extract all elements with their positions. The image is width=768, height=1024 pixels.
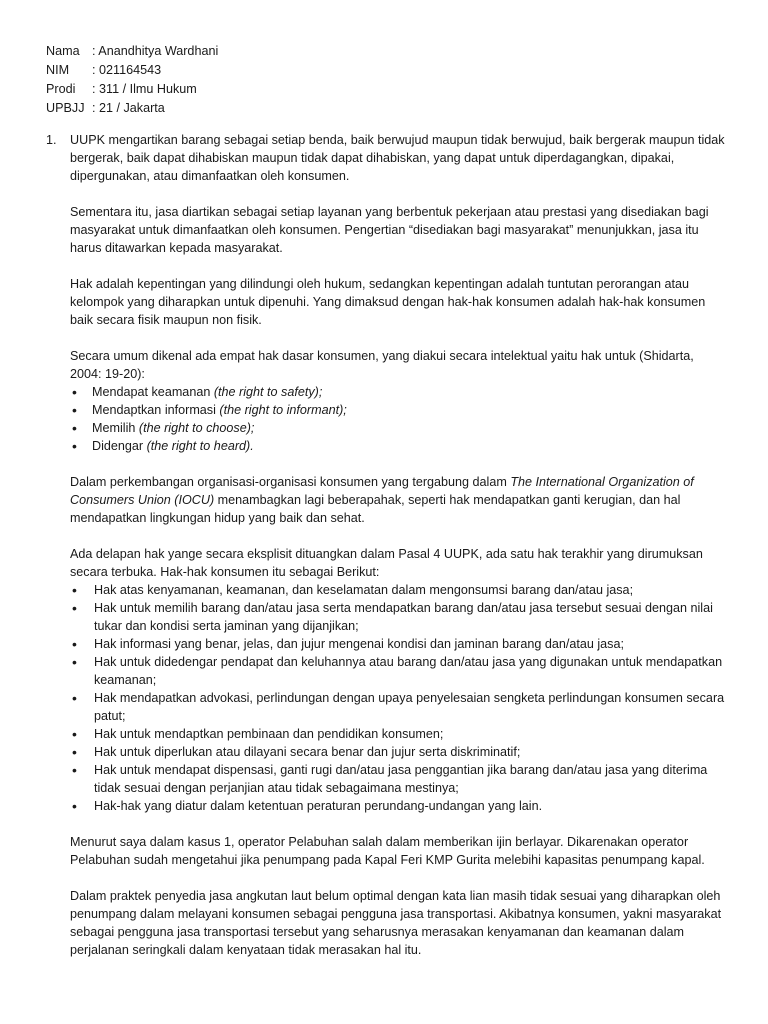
paragraph-text: Menurut saya dalam kasus 1, operator Pelabuhan salah dalam memberikan ijin berlayar. Dikarenakan operator Pelabuhan sudah mengetahui jika penumpang pada Kapal Feri KMP Gurita melebihi kapasitas penumpang kapal. bbox=[70, 835, 705, 867]
info-value: : 311 / Ilmu Hukum bbox=[92, 82, 197, 96]
info-value: : 021164543 bbox=[92, 63, 162, 77]
paragraph-hak bbox=[70, 275, 726, 329]
list-item: • Mendapat keamanan (the right to safety); bbox=[70, 383, 726, 401]
info-label: UPBJJ bbox=[46, 101, 85, 115]
list-item: • Hak untuk didedengar pendapat dan keluhannya atau barang dan/atau jasa yang digunakan untuk mendapatkan keamanan; bbox=[70, 653, 726, 689]
paragraph-text: Dalam perkembangan organisasi-organisasi konsumen yang tergabung dalam The International Organization of Consumers Union (IOCU) menambagkan lagi beberapahak, seperti hak mendapatkan ganti kerugian, dan hal mendapatkan lingkungan hidup yang baik dan sehat. bbox=[70, 475, 694, 525]
list-item: • Hak untuk mendaptkan pembinaan dan pendidikan konsumen; bbox=[70, 725, 726, 743]
paragraph-jasa bbox=[70, 203, 726, 257]
list-item: • Mendaptkan informasi (the right to informant); bbox=[70, 401, 726, 419]
info-label: Nama bbox=[46, 44, 80, 58]
list-item: • Hak atas kenyamanan, keamanan, dan keselamatan dalam mengonsumsi barang dan/atau jasa; bbox=[70, 581, 726, 599]
paragraph-text: Hak adalah kepentingan yang dilindungi oleh hukum, sedangkan kepentingan adalah tuntutan perorangan atau kelompok yang diharapkan untuk dipenuhi. Yang dimaksud dengan hak-hak konsumen adalah hak-hak konsumen baik secara fisik maupun non fisik. bbox=[70, 277, 706, 327]
paragraph-iocu bbox=[70, 473, 726, 527]
paragraph-opinion bbox=[70, 833, 726, 869]
info-row-nim bbox=[46, 61, 218, 80]
paragraph-practice bbox=[70, 887, 726, 959]
paragraph-text: Dalam praktek penyedia jasa angkutan laut belum optimal dengan kata lian masih tidak sesuai yang diharapkan oleh penumpang dalam melayani konsumen sebagai pengguna jasa transportasi. Akibatnya konsumen, yakni masyarakat sebagai pengguna jasa transportasi tersebut yang seharusnya merasakan kenyamanan dan keamanan dalam perjalanan seringkali dalam kenyataan tidak merasakan hal itu. bbox=[70, 889, 722, 957]
info-row-prodi bbox=[46, 80, 218, 99]
info-label: Prodi bbox=[46, 82, 76, 96]
paragraph-text: Sementara itu, jasa diartikan sebagai setiap layanan yang berbentuk pekerjaan atau prestasi yang disediakan bagi masyarakat untuk dimanfaatkan oleh konsumen. Pengertian “disediakan bagi masyarakat” menunjukkan, jasa itu harus ditawarkan kepada masyarakat. bbox=[70, 205, 709, 255]
list-item: • Hak untuk memilih barang dan/atau jasa serta mendapatkan barang dan/atau jasa tersebut sesuai dengan nilai tukar dan kondisi serta jaminan yang dijanjikan; bbox=[70, 599, 726, 635]
answer-section bbox=[46, 131, 726, 977]
basic-rights-list bbox=[70, 383, 726, 455]
paragraph-empat-hak bbox=[70, 347, 726, 383]
info-value: : 21 / Jakarta bbox=[92, 101, 165, 115]
org-name: The International Organization of Consumers Union (IOCU) bbox=[70, 475, 694, 507]
list-item: • Memilih (the right to choose); bbox=[70, 419, 726, 437]
info-row-nama bbox=[46, 42, 218, 61]
list-item: • Hak informasi yang benar, jelas, dan jujur mengenai kondisi dan jaminan barang dan/atau jasa; bbox=[70, 635, 726, 653]
paragraph-pasal-4 bbox=[70, 545, 726, 581]
paragraph-text: UUPK mengartikan barang sebagai setiap benda, baik berwujud maupun tidak berwujud, baik bergerak maupun tidak bergerak, baik dapat dihabiskan maupun tidak dapat dihabiskan, yang dapat untuk diperdagangkan, dipakai, dipergunakan, atau dimanfaatkan oleh konsumen. bbox=[70, 133, 725, 183]
paragraph-text: Secara umum dikenal ada empat hak dasar konsumen, yang diakui secara intelektual yaitu hak untuk (Shidarta, 2004: 19-20): bbox=[70, 349, 694, 381]
list-item: • Hak-hak yang diatur dalam ketentuan peraturan perundang-undangan yang lain. bbox=[70, 797, 726, 815]
student-info bbox=[46, 42, 218, 118]
list-item: • Hak untuk diperlukan atau dilayani secara benar dan jujur serta diskriminatif; bbox=[70, 743, 726, 761]
answer-number: 1. bbox=[46, 133, 57, 147]
paragraph-barang bbox=[70, 131, 726, 185]
list-item: • Didengar (the right to heard). bbox=[70, 437, 726, 455]
info-value: : Anandhitya Wardhani bbox=[92, 44, 219, 58]
paragraph-text: Ada delapan hak yange secara eksplisit dituangkan dalam Pasal 4 UUPK, ada satu hak terakhir yang dirumuksan secara terbuka. Hak-hak konsumen itu sebagai Berikut: bbox=[70, 547, 703, 579]
list-item: • Hak mendapatkan advokasi, perlindungan dengan upaya penyelesaian sengketa perlindungan konsumen secara patut; bbox=[70, 689, 726, 725]
info-label: NIM bbox=[46, 63, 70, 77]
uupk-rights-list bbox=[70, 581, 726, 815]
list-item: • Hak untuk mendapat dispensasi, ganti rugi dan/atau jasa penggantian jika barang dan/atau jasa yang diterima tidak sesuai dengan perjanjian atau tidak sebagaimana mestinya; bbox=[70, 761, 726, 797]
info-row-upbjj bbox=[46, 99, 218, 118]
